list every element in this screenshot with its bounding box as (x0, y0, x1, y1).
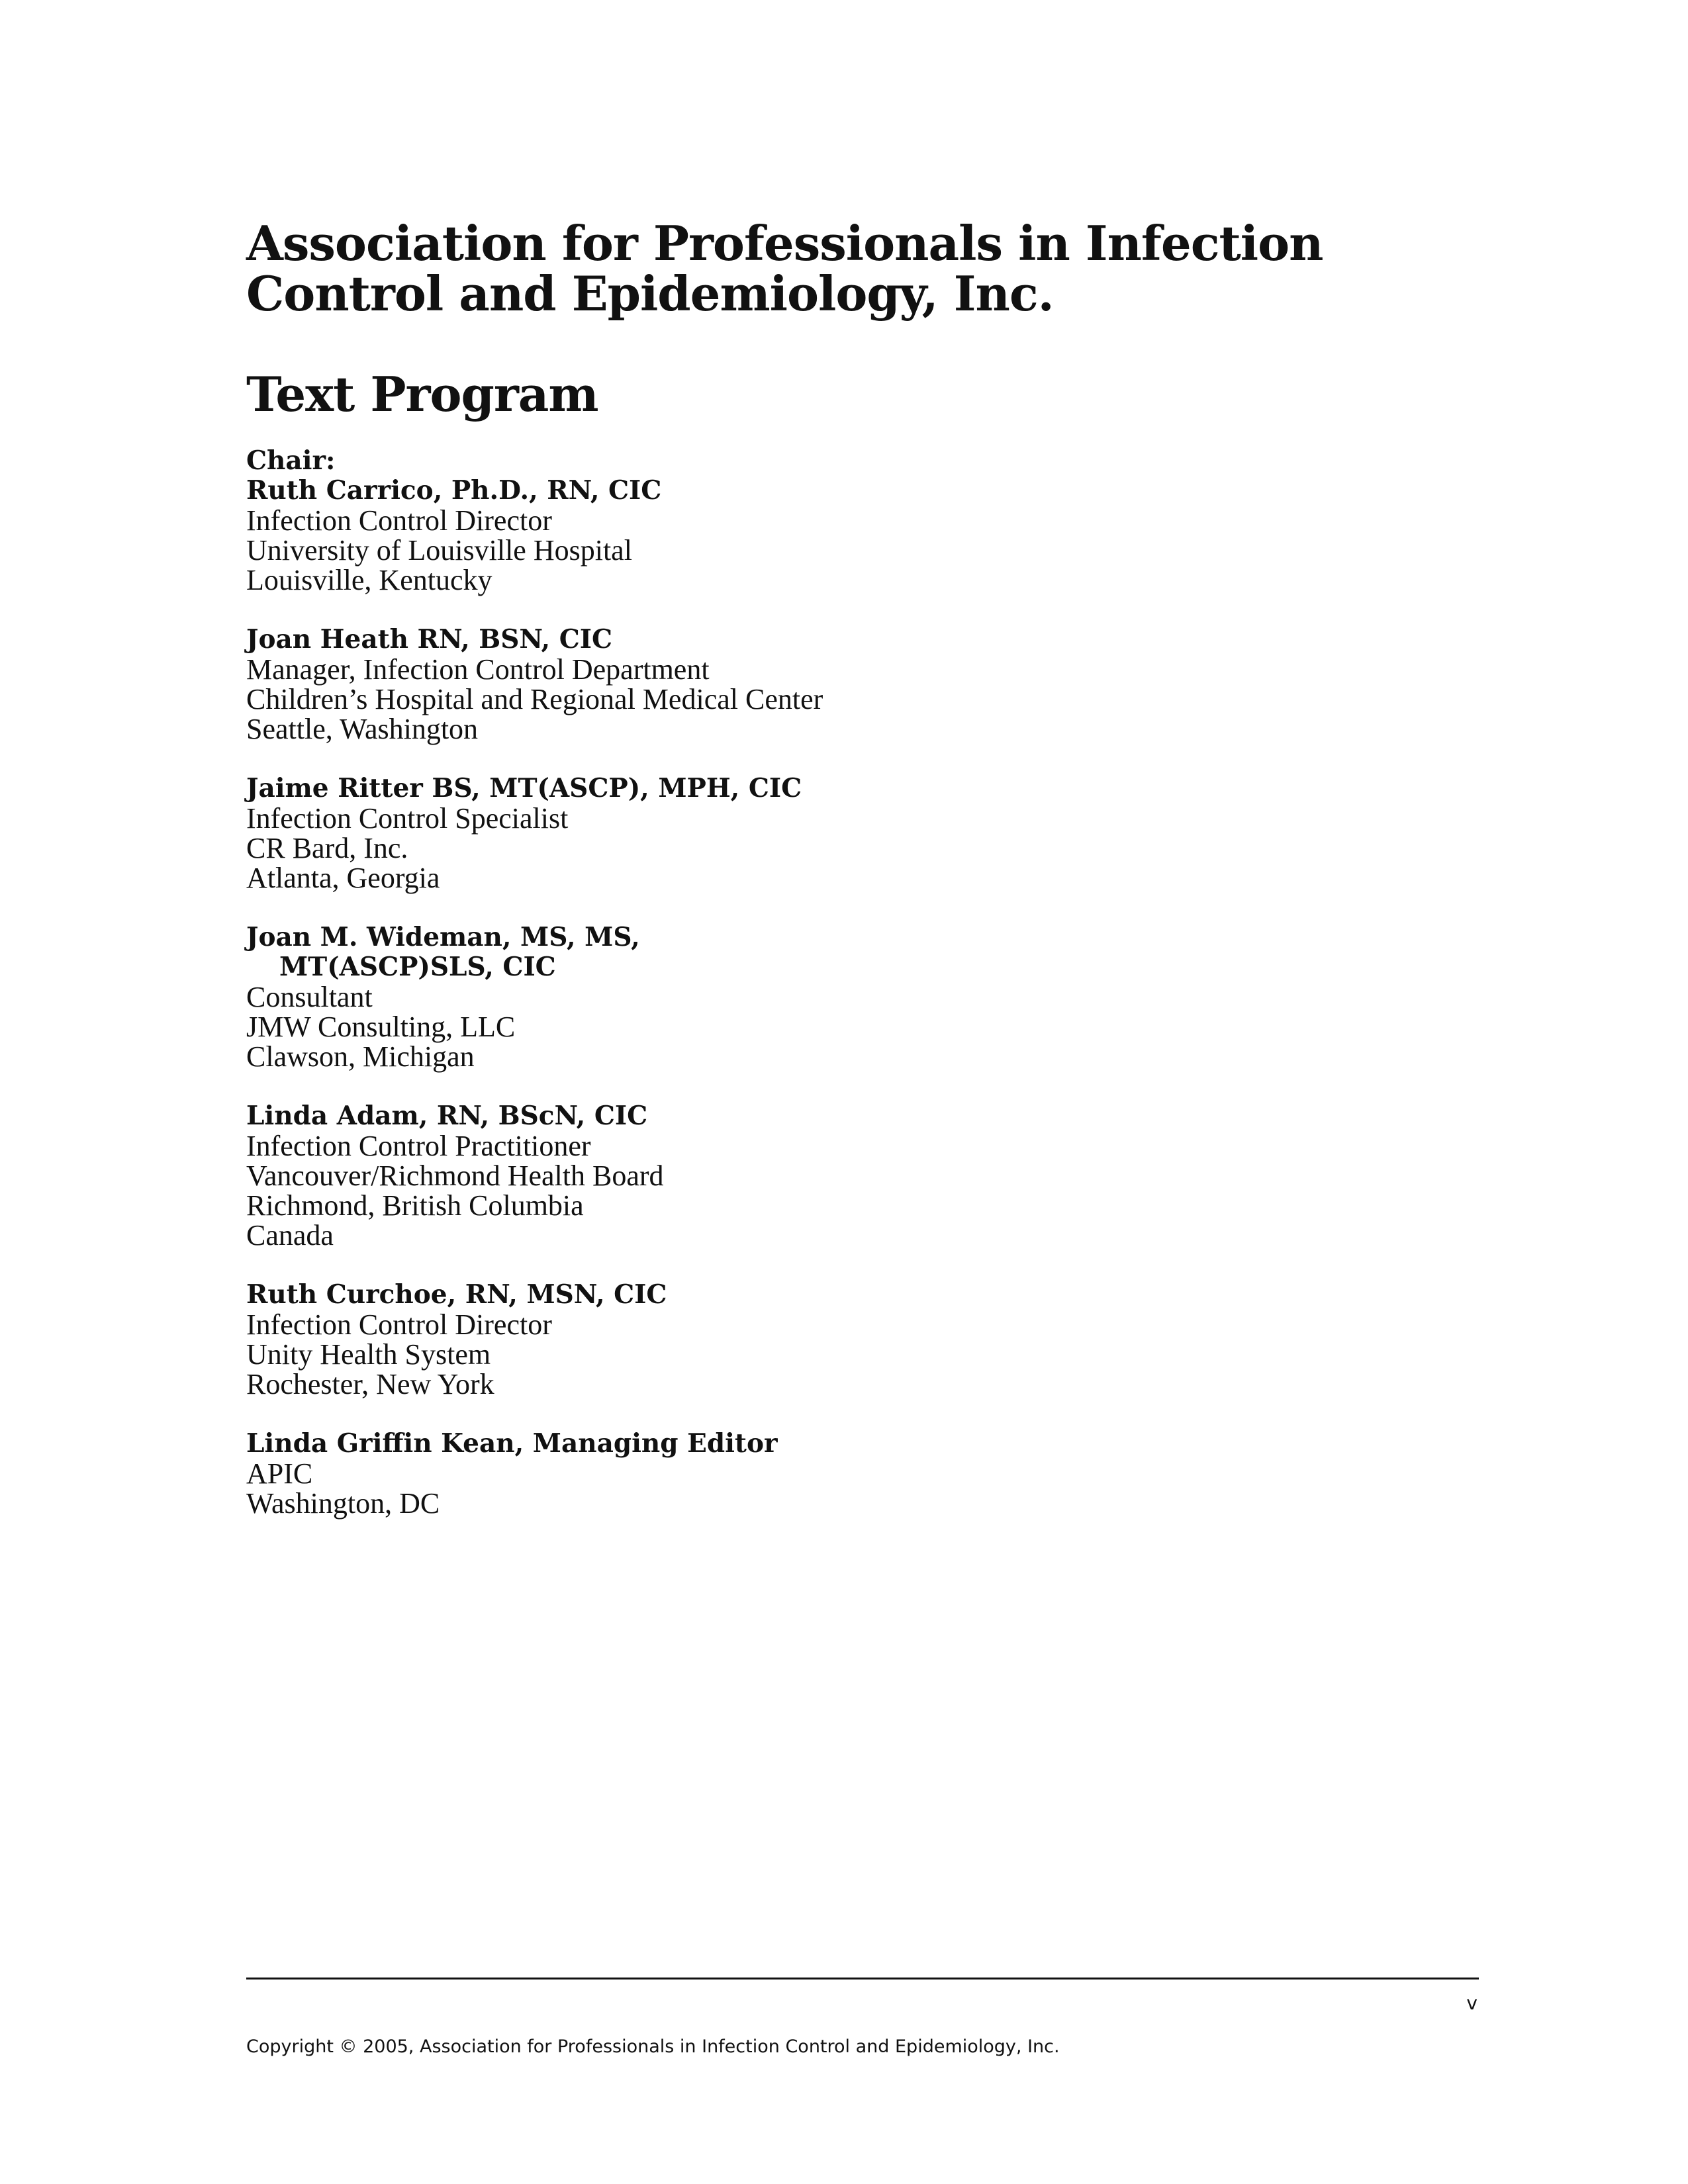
member-entry (246, 774, 1477, 893)
member-name: Ruth Carrico, Ph.D., RN, CIC (246, 475, 662, 506)
member-name: Linda Adam, RN, BScN, CIC (246, 1101, 648, 1131)
member-name: Jaime Ritter BS, MT(ASCP), MPH, CIC (246, 773, 802, 803)
section-title: Text Program (246, 366, 598, 422)
member-entry (246, 1280, 1477, 1399)
copyright-notice: Copyright © 2005, Association for Professionals in Infection Control and Epidemiology, Inc. (246, 2036, 1060, 2057)
member-location: Seattle, Washington (246, 713, 479, 745)
member-title: Infection Control Practitioner (246, 1130, 591, 1162)
member-entry (246, 1101, 1477, 1250)
member-name: Ruth Curchoe, RN, MSN, CIC (246, 1279, 667, 1310)
member-title: Infection Control Director (246, 1308, 552, 1341)
member-title: Manager, Infection Control Department (246, 653, 710, 686)
member-list (246, 446, 1477, 1518)
member-location: Richmond, British Columbia (246, 1189, 584, 1222)
member-name: Joan M. Wideman, MS, MS, (246, 922, 640, 952)
footer-divider (246, 1978, 1479, 1979)
member-title: Infection Control Director (246, 504, 552, 537)
member-location: Washington, DC (246, 1487, 440, 1520)
member-name: Joan Heath RN, BSN, CIC (246, 624, 613, 655)
member-title: Infection Control Specialist (246, 802, 569, 835)
member-organization: CR Bard, Inc. (246, 832, 408, 864)
member-country: Canada (246, 1219, 334, 1251)
member-organization: APIC (246, 1457, 313, 1490)
member-entry (246, 1429, 1477, 1518)
chair-label: Chair: (246, 445, 336, 476)
member-organization: Vancouver/Richmond Health Board (246, 1160, 664, 1192)
organization-title-line-1: Association for Professionals in Infection (246, 215, 1323, 271)
organization-title-line-2: Control and Epidemiology, Inc. (246, 265, 1054, 322)
member-entry (246, 923, 1477, 1071)
member-organization: JMW Consulting, LLC (246, 1011, 516, 1043)
member-title: Consultant (246, 981, 373, 1013)
member-location: Rochester, New York (246, 1368, 494, 1400)
member-entry (246, 625, 1477, 744)
member-location: Atlanta, Georgia (246, 862, 440, 894)
organization-title (246, 215, 1477, 322)
member-entry (246, 446, 1477, 595)
member-organization: Children’s Hospital and Regional Medical Center (246, 683, 823, 715)
member-organization: University of Louisville Hospital (246, 534, 632, 567)
member-name: Linda Griffin Kean, Managing Editor (246, 1428, 778, 1459)
member-organization: Unity Health System (246, 1338, 491, 1371)
document-page (246, 215, 1477, 1548)
member-location: Clawson, Michigan (246, 1040, 475, 1073)
member-location: Louisville, Kentucky (246, 564, 492, 596)
member-name-continued: MT(ASCP)SLS, CIC (279, 952, 556, 982)
page-number: v (1466, 1992, 1477, 2014)
